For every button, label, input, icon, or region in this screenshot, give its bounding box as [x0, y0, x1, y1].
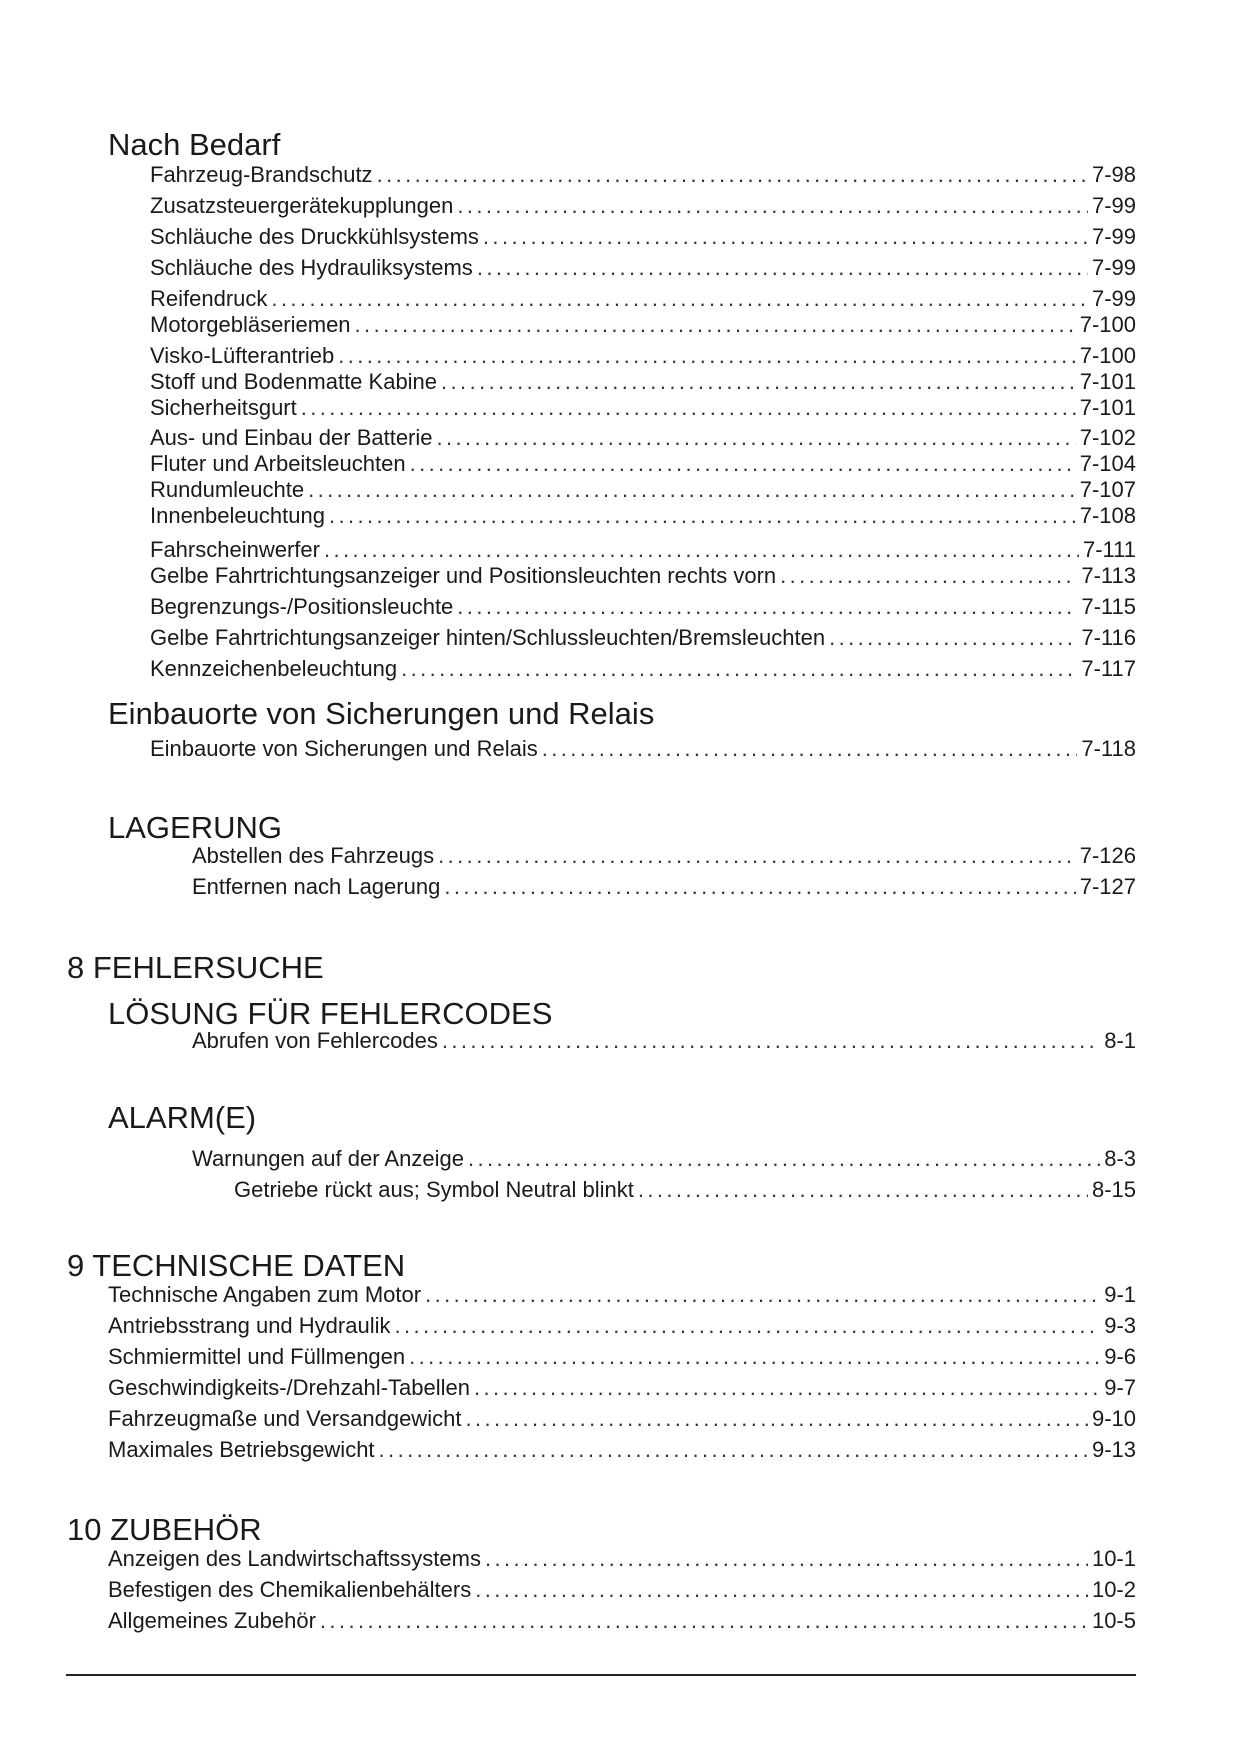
- toc-entry-page: 7-99: [1091, 224, 1136, 249]
- toc-entry-title: Befestigen des Chemikalienbehälters: [108, 1577, 472, 1602]
- dot-leader: [401, 656, 1077, 682]
- toc-entry[interactable]: [108, 1608, 1136, 1634]
- dot-leader: [442, 1028, 1100, 1054]
- toc-entry[interactable]: [108, 1344, 1136, 1370]
- dot-leader: [542, 736, 1078, 762]
- dot-leader: [780, 563, 1077, 589]
- toc-entry-page: 9-1: [1104, 1282, 1136, 1307]
- toc-entry-title: Geschwindigkeits-/Drehzahl-Tabellen: [108, 1375, 470, 1400]
- toc-entry-page: 7-99: [1091, 193, 1136, 218]
- toc-entry-title: Einbauorte von Sicherungen und Relais: [150, 736, 538, 761]
- toc-entry-page: 7-100: [1079, 343, 1136, 368]
- toc-entry[interactable]: [150, 286, 1136, 312]
- toc-entry[interactable]: [150, 656, 1136, 682]
- dot-leader: [301, 395, 1076, 421]
- toc-entry-page: 9-3: [1104, 1313, 1136, 1338]
- dot-leader: [425, 1282, 1100, 1308]
- dot-leader: [474, 1375, 1100, 1401]
- dot-leader: [457, 594, 1077, 620]
- toc-entry[interactable]: [192, 843, 1136, 869]
- toc-entry-page: 9-10: [1091, 1406, 1136, 1431]
- toc-entry-title: Antriebsstrang und Hydraulik: [108, 1313, 391, 1338]
- toc-entry[interactable]: [192, 1146, 1136, 1172]
- toc-entry[interactable]: [108, 1437, 1136, 1463]
- toc-entry-page: 7-107: [1079, 477, 1136, 502]
- toc-entry-page: 10-1: [1091, 1546, 1136, 1571]
- toc-entry-page: 7-111: [1082, 537, 1136, 562]
- toc-entry-title: Allgemeines Zubehör: [108, 1608, 316, 1633]
- toc-entry-title: Warnungen auf der Anzeige: [192, 1146, 464, 1171]
- toc-entry[interactable]: [150, 503, 1136, 529]
- toc-entry-page: 7-127: [1079, 874, 1136, 899]
- toc-entry-page: 7-98: [1091, 162, 1136, 187]
- toc-entry[interactable]: [150, 477, 1136, 503]
- dot-leader: [483, 224, 1088, 250]
- toc-entry[interactable]: [108, 1546, 1136, 1572]
- toc-entry[interactable]: [192, 874, 1136, 900]
- dot-leader: [379, 1437, 1088, 1463]
- toc-entry-title: Anzeigen des Landwirtschaftssystems: [108, 1546, 481, 1571]
- dot-leader: [338, 343, 1075, 369]
- dot-leader: [324, 537, 1079, 563]
- toc-entry[interactable]: [150, 312, 1136, 338]
- toc-entry-page: 7-118: [1081, 736, 1136, 761]
- toc-entry[interactable]: [108, 1313, 1136, 1339]
- section-heading-loesung: LÖSUNG FÜR FEHLERCODES: [108, 996, 553, 1031]
- toc-entry-page: 7-100: [1079, 312, 1136, 337]
- toc-entry[interactable]: [150, 255, 1136, 281]
- toc-entry-title: Stoff und Bodenmatte Kabine: [150, 369, 438, 394]
- toc-entry-title: Fluter und Arbeitsleuchten: [150, 451, 406, 476]
- toc-entry-page: 7-99: [1091, 255, 1136, 280]
- toc-entry-title: Fahrzeug-Brandschutz: [150, 162, 373, 187]
- toc-entry-title: Fahrscheinwerfer: [150, 537, 320, 562]
- chapter-heading-technische-daten: 9 TECHNISCHE DATEN: [67, 1248, 406, 1283]
- dot-leader: [394, 1313, 1100, 1339]
- toc-entry-page: 10-2: [1091, 1577, 1136, 1602]
- toc-entry[interactable]: [150, 625, 1136, 651]
- toc-entry-title: Abrufen von Fehlercodes: [192, 1028, 438, 1053]
- dot-leader: [468, 1146, 1100, 1172]
- toc-entry[interactable]: [150, 224, 1136, 250]
- toc-entry-title: Innenbeleuchtung: [150, 503, 325, 528]
- dot-leader: [485, 1546, 1088, 1572]
- toc-entry-title: Reifendruck: [150, 286, 268, 311]
- toc-entry-title: Sicherheitsgurt: [150, 395, 297, 420]
- toc-entry-page: 8-3: [1104, 1146, 1136, 1171]
- toc-entry-title: Begrenzungs-/Positionsleuchte: [150, 594, 454, 619]
- toc-entry-title: Abstellen des Fahrzeugs: [192, 843, 435, 868]
- toc-entry-page: 9-13: [1091, 1437, 1136, 1462]
- toc-entry-title: Gelbe Fahrtrichtungsanzeiger und Positionsleuchten rechts vorn: [150, 563, 777, 588]
- toc-entry[interactable]: [150, 537, 1136, 563]
- toc-entry[interactable]: [150, 594, 1136, 620]
- dot-leader: [320, 1608, 1088, 1634]
- toc-entry-page: 7-101: [1079, 395, 1136, 420]
- dot-leader: [409, 1344, 1100, 1370]
- dot-leader: [475, 1577, 1088, 1603]
- toc-entry[interactable]: [150, 425, 1136, 451]
- toc-entry-title: Schläuche des Hydrauliksystems: [150, 255, 473, 280]
- dot-leader: [377, 162, 1088, 188]
- toc-entry-page: 7-101: [1079, 369, 1136, 394]
- dot-leader: [638, 1177, 1088, 1203]
- toc-entry[interactable]: [150, 343, 1136, 369]
- toc-entry-title: Kennzeichenbeleuchtung: [150, 656, 398, 681]
- footer-rule: [66, 1674, 1136, 1676]
- toc-entry-title: Gelbe Fahrtrichtungsanzeiger hinten/Schlussleuchten/Bremsleuchten: [150, 625, 826, 650]
- toc-entry[interactable]: [192, 1028, 1136, 1054]
- toc-entry-page: 9-6: [1104, 1344, 1136, 1369]
- dot-leader: [457, 193, 1088, 219]
- toc-entry-page: 7-99: [1091, 286, 1136, 311]
- toc-entry[interactable]: [150, 162, 1136, 188]
- toc-entry-page: 7-126: [1079, 843, 1136, 868]
- toc-entry-title: Getriebe rückt aus; Symbol Neutral blinkt: [234, 1177, 634, 1202]
- section-heading-einbauorte: Einbauorte von Sicherungen und Relais: [108, 696, 655, 731]
- section-heading-nach-bedarf: Nach Bedarf: [108, 127, 281, 162]
- toc-entry-title: Schmiermittel und Füllmengen: [108, 1344, 406, 1369]
- toc-entry[interactable]: [108, 1375, 1136, 1401]
- toc-entry-page: 7-113: [1081, 563, 1136, 588]
- dot-leader: [355, 312, 1076, 338]
- toc-entry[interactable]: [150, 193, 1136, 219]
- dot-leader: [329, 503, 1076, 529]
- dot-leader: [308, 477, 1076, 503]
- toc-entry-title: Technische Angaben zum Motor: [108, 1282, 422, 1307]
- dot-leader: [410, 451, 1076, 477]
- toc-entry[interactable]: [150, 736, 1136, 762]
- toc-entry-page: 8-1: [1104, 1028, 1136, 1053]
- toc-entry[interactable]: [150, 369, 1136, 395]
- toc-entry-page: 7-117: [1081, 656, 1136, 681]
- section-heading-alarme: ALARM(E): [108, 1100, 257, 1135]
- toc-entry-page: 10-5: [1091, 1608, 1136, 1633]
- dot-leader: [437, 425, 1076, 451]
- toc-entry-page: 7-115: [1081, 594, 1136, 619]
- toc-entry-title: Maximales Betriebsgewicht: [108, 1437, 375, 1462]
- toc-entry-page: 7-104: [1079, 451, 1136, 476]
- toc-entry-page: 7-116: [1081, 625, 1136, 650]
- toc-entry-page: 7-102: [1079, 425, 1136, 450]
- chapter-heading-fehlersuche: 8 FEHLERSUCHE: [67, 950, 324, 985]
- toc-entry-title: Visko-Lüfterantrieb: [150, 343, 335, 368]
- toc-entry[interactable]: [150, 563, 1136, 589]
- toc-entry[interactable]: [108, 1577, 1136, 1603]
- toc-entry-title: Fahrzeugmaße und Versandgewicht: [108, 1406, 462, 1431]
- dot-leader: [465, 1406, 1088, 1432]
- toc-entry-title: Schläuche des Druckkühlsystems: [150, 224, 479, 249]
- dot-leader: [477, 255, 1088, 281]
- dot-leader: [438, 843, 1076, 869]
- toc-entry-title: Zusatzsteuergerätekupplungen: [150, 193, 454, 218]
- toc-entry-title: Motorgebläseriemen: [150, 312, 351, 337]
- dot-leader: [444, 874, 1075, 900]
- dot-leader: [441, 369, 1076, 395]
- section-heading-lagerung: LAGERUNG: [108, 810, 282, 845]
- dot-leader: [829, 625, 1077, 651]
- toc-entry-page: 8-15: [1091, 1177, 1136, 1202]
- toc-entry-title: Aus- und Einbau der Batterie: [150, 425, 433, 450]
- dot-leader: [271, 286, 1088, 312]
- toc-entry-title: Entfernen nach Lagerung: [192, 874, 441, 899]
- toc-entry[interactable]: [108, 1282, 1136, 1308]
- toc-entry[interactable]: [234, 1177, 1136, 1203]
- toc-entry[interactable]: [108, 1406, 1136, 1432]
- toc-entry-title: Rundumleuchte: [150, 477, 305, 502]
- toc-entry[interactable]: [150, 451, 1136, 477]
- toc-entry-page: 7-108: [1079, 503, 1136, 528]
- chapter-heading-zubehoer: 10 ZUBEHÖR: [67, 1512, 262, 1547]
- toc-entry[interactable]: [150, 395, 1136, 421]
- toc-entry-page: 9-7: [1104, 1375, 1136, 1400]
